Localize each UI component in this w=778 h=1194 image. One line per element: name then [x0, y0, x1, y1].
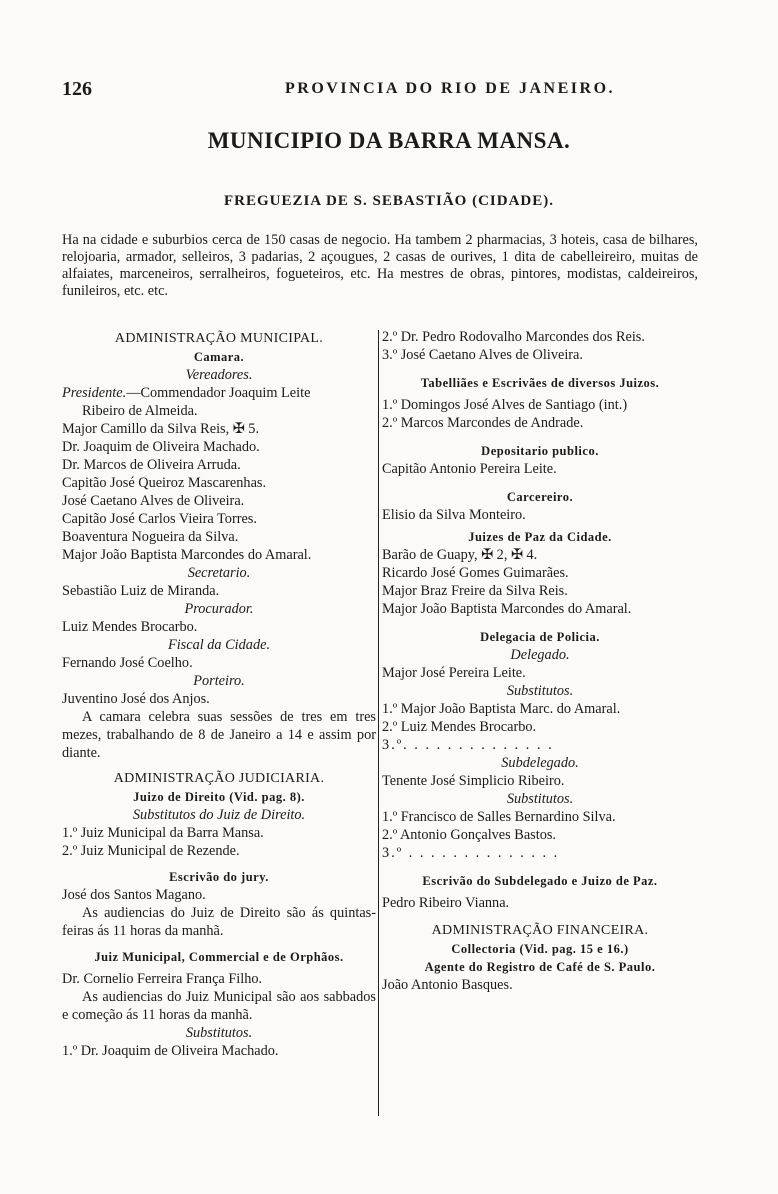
sessoes-paragraph: A camara celebra suas sessões de tres em tres mezes, trabalhando de 8 de Janeiro a 14 e assim por diante.: [62, 709, 376, 761]
heading-fiscal: Fiscal da Cidade.: [167, 637, 271, 653]
substituto-entry: 1.º Dr. Joaquim de Oliveira Machado.: [62, 1043, 279, 1059]
presidente-label: Presidente.: [62, 385, 127, 401]
section-subtitle: FREGUEZIA DE S. SEBASTIÃO (CIDADE).: [223, 193, 555, 209]
heading-porteiro: Porteiro.: [193, 673, 245, 689]
heading-escrivao-jury: Escrivão do jury.: [169, 870, 269, 884]
heading-substitutos-juiz: Substitutos do Juiz de Direito.: [132, 807, 306, 823]
heading-tabelliaes: Tabelliães e Escrivães de diversos Juizos.: [420, 376, 660, 390]
substituto-entry: 3.º. . . . . . . . . . . . . .: [382, 737, 554, 753]
member-entry: Major João Baptista Marcondes do Amaral.: [62, 547, 312, 563]
member-entry: Dr. Joaquim de Oliveira Machado.: [62, 439, 260, 455]
page-title: MUNICIPIO DA BARRA MANSA.: [207, 128, 571, 153]
member-entry: Major Camillo da Silva Reis, ✠ 5.: [62, 421, 260, 437]
presidente-cont: Ribeiro de Almeida.: [82, 403, 198, 419]
member-entry: Capitão José Carlos Vieira Torres.: [62, 511, 257, 527]
heading-substitutos-subdelegado: Substitutos.: [506, 791, 574, 807]
audiencias-municipal-paragraph: As audiencias do Juiz Municipal são aos sabbados e começão ás 11 horas da manhã.: [62, 989, 376, 1023]
substituto-entry: 3.º José Caetano Alves de Oliveira.: [382, 347, 583, 363]
heading-escrivao-subdelegado: Escrivão do Subdelegado e Juizo de Paz.: [422, 874, 658, 888]
presidente-name: —Commendador Joaquim Leite: [126, 385, 311, 401]
intro-paragraph: [62, 232, 698, 300]
heading-subdelegado: Subdelegado.: [501, 755, 579, 771]
column-divider: [378, 330, 379, 1116]
procurador-name: Luiz Mendes Brocarbo.: [62, 619, 198, 635]
heading-admin-judiciaria: ADMINISTRAÇÃO JUDICIARIA.: [113, 771, 325, 786]
running-title: PROVINCIA DO RIO DE JANEIRO.: [284, 80, 616, 97]
member-entry: Boaventura Nogueira da Silva.: [62, 529, 239, 545]
heading-carcereiro: Carcereiro.: [506, 490, 574, 504]
presidente-line: [62, 384, 376, 402]
substituto-entry: 2.º Luiz Mendes Brocarbo.: [382, 719, 537, 735]
substituto-entry: 3.º . . . . . . . . . . . . . .: [382, 845, 560, 861]
heading-substitutos: Substitutos.: [185, 1025, 253, 1041]
page-number: 126: [62, 78, 92, 100]
subdelegado-name: Tenente José Simplicio Ribeiro.: [382, 773, 565, 789]
substituto-entry: 2.º Juiz Municipal de Rezende.: [62, 843, 240, 859]
heading-procurador: Procurador.: [184, 601, 254, 617]
two-column-body: [62, 328, 698, 1128]
running-header: [60, 78, 720, 104]
heading-admin-municipal: ADMINISTRAÇÃO MUNICIPAL.: [114, 331, 324, 346]
juiz-municipal-name: Dr. Cornelio Ferreira França Filho.: [62, 971, 263, 987]
heading-depositario: Depositario publico.: [481, 444, 599, 458]
substituto-entry: 2.º Antonio Gonçalves Bastos.: [382, 827, 556, 843]
carcereiro-name: Elisio da Silva Monteiro.: [382, 507, 526, 523]
left-column: [62, 328, 376, 1060]
escrivao-subdelegado-name: Pedro Ribeiro Vianna.: [382, 895, 510, 911]
secretario-name: Sebastião Luiz de Miranda.: [62, 583, 220, 599]
heading-secretario: Secretario.: [187, 565, 251, 581]
right-column: [382, 328, 698, 994]
heading-delegacia: Delegacia de Policia.: [480, 630, 600, 644]
audiencias-jury-paragraph: As audiencias do Juiz de Direito são ás quintas-feiras ás 11 horas da manhã.: [62, 905, 376, 939]
juiz-paz-entry: Major João Baptista Marcondes do Amaral.: [382, 601, 632, 617]
heading-juizo-direito: Juizo de Direito (Vid. pag. 8).: [133, 790, 305, 804]
juiz-paz-entry: Ricardo José Gomes Guimarães.: [382, 565, 569, 581]
heading-camara: Camara.: [193, 350, 245, 364]
member-entry: Dr. Marcos de Oliveira Arruda.: [62, 457, 241, 473]
juiz-paz-entry: Barão de Guapy, ✠ 2, ✠ 4.: [382, 547, 538, 563]
substituto-entry: 1.º Major João Baptista Marc. do Amaral.: [382, 701, 621, 717]
heading-juizes-paz: Juizes de Paz da Cidade.: [468, 530, 612, 544]
heading-delegado: Delegado.: [510, 647, 570, 663]
substituto-entry: 2.º Dr. Pedro Rodovalho Marcondes dos Reis.: [382, 329, 645, 345]
depositario-name: Capitão Antonio Pereira Leite.: [382, 461, 557, 477]
member-entry: José Caetano Alves de Oliveira.: [62, 493, 245, 509]
substituto-entry: 1.º Francisco de Salles Bernardino Silva.: [382, 809, 616, 825]
juiz-paz-entry: Major Braz Freire da Silva Reis.: [382, 583, 568, 599]
agente-name: João Antonio Basques.: [382, 977, 513, 993]
escrivao-jury-name: José dos Santos Magano.: [62, 887, 206, 903]
tabelliao-entry: 2.º Marcos Marcondes de Andrade.: [382, 415, 584, 431]
member-entry: Capitão José Queiroz Mascarenhas.: [62, 475, 267, 491]
fiscal-name: Fernando José Coelho.: [62, 655, 193, 671]
heading-agente-registro: Agente do Registro de Café de S. Paulo.: [424, 960, 656, 974]
heading-admin-financeira: ADMINISTRAÇÃO FINANCEIRA.: [431, 923, 649, 938]
substituto-entry: 1.º Juiz Municipal da Barra Mansa.: [62, 825, 264, 841]
heading-juiz-municipal: Juiz Municipal, Commercial e de Orphãos.: [94, 950, 344, 964]
heading-collectoria: Collectoria (Vid. pag. 15 e 16.): [451, 942, 629, 956]
porteiro-name: Juventino José dos Anjos.: [62, 691, 210, 707]
tabelliao-entry: 1.º Domingos José Alves de Santiago (int.): [382, 397, 628, 413]
heading-vereadores: Vereadores.: [185, 367, 253, 383]
heading-substitutos-delegado: Substitutos.: [506, 683, 574, 699]
intro-text: Ha na cidade e suburbios cerca de 150 casas de negocio. Ha tambem 2 pharmacias, 3 hoteis, casa de bilhares, relojoaria, armador, selleiros, 3 padarias, 2 açougues, 2 casas de ourives, 1 dita de cabelleireiro, muitas de alfaiates, marceneiros, serralheiros, fogueteiros, etc. Ha mestres de obras, pintores, modistas, caldeireiros, funileiros, etc. etc.: [62, 232, 698, 299]
delegado-name: Major José Pereira Leite.: [382, 665, 526, 681]
